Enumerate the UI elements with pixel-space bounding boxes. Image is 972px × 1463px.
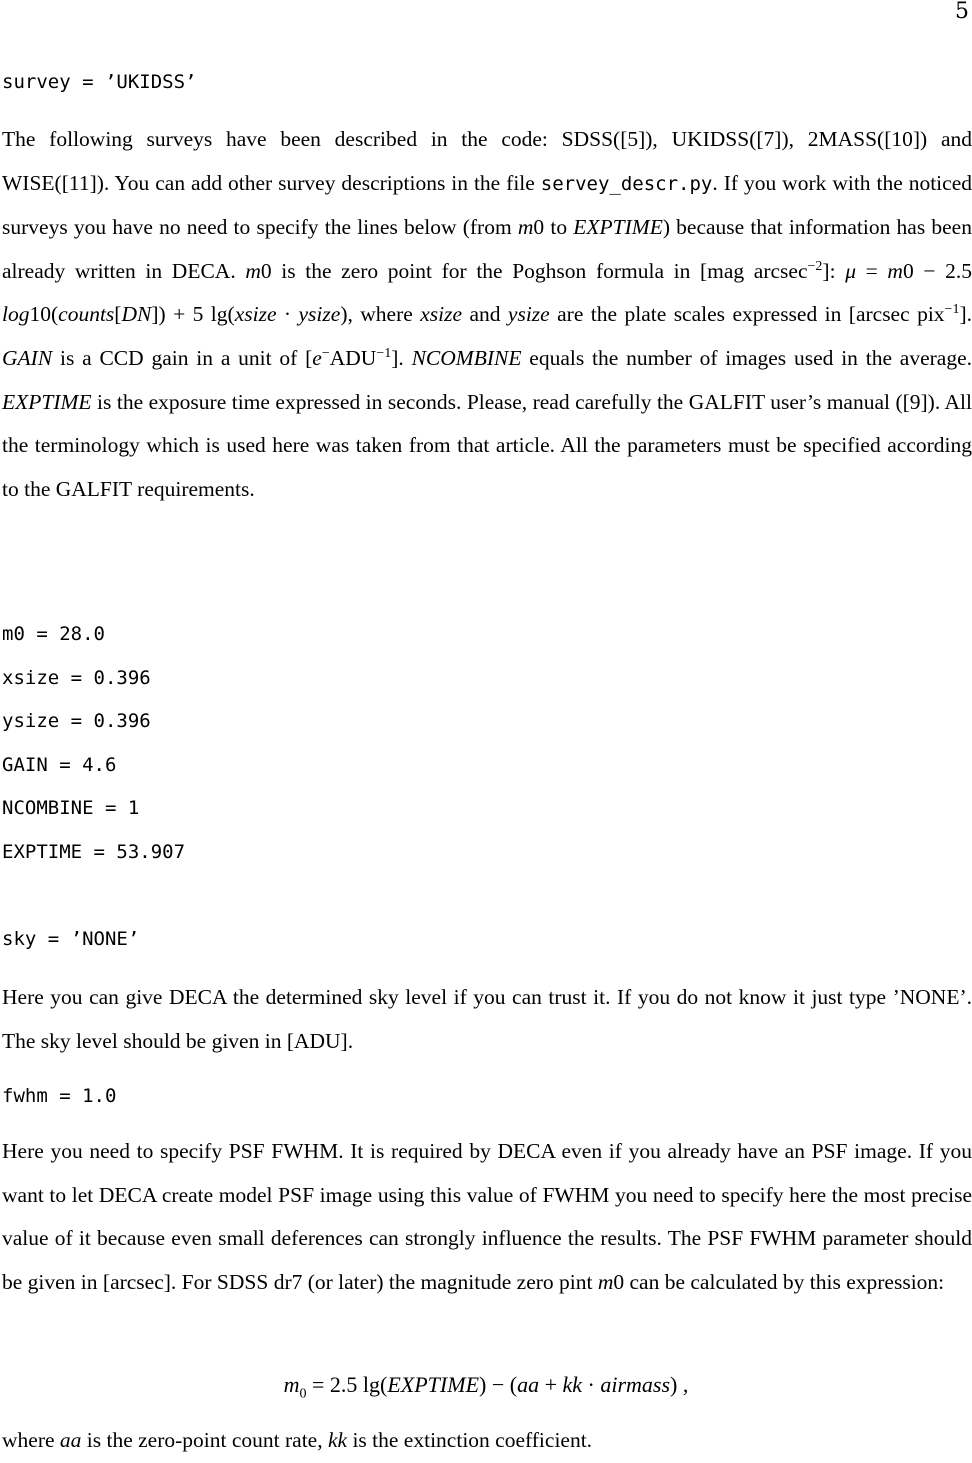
paragraph-sky: Here you can give DECA the determined sky level if you can trust it. If you do not know it just type ’NONE’. The sky level should be given in [ADU]. (2, 985, 972, 1053)
paragraph-fwhm: Here you need to specify PSF FWHM. It is required by DECA even if you already have an PSF image. If you want to let DECA create model PSF image using this value of FWHM you need to specify here the most precise value of it because even small deferences can strongly influence the results. The PSF FWHM parameter should be given in [arcsec]. For SDSS dr7 (or later) the magnitude zero pint m0 can be calculated by this expression: (2, 1139, 972, 1294)
code-survey: survey = ’UKIDSS’ (2, 71, 197, 93)
code-exptime: EXPTIME = 53.907 (2, 841, 186, 863)
filename: servey_descr.py (540, 172, 713, 195)
paragraph-where: where aa is the zero-point count rate, kk is the extinction coefficient. (2, 1428, 593, 1452)
page-number: 5 (955, 0, 969, 24)
code-xsize: xsize = 0.396 (2, 667, 151, 689)
code-gain: GAIN = 4.6 (2, 754, 117, 776)
code-ysize: ysize = 0.396 (2, 710, 151, 732)
code-sky: sky = ’NONE’ (2, 928, 140, 950)
code-m0: m0 = 28.0 (2, 623, 105, 645)
paragraph-surveys: The following surveys have been described in the code: SDSS([5]), UKIDSS([7]), 2MASS([10]) and WISE([11]). You can add other survey descriptions in the file servey_descr.py. If you work with the noticed surveys you have no need to specify the lines below (from m0 to EXPTIME) because that information has been already written in DECA. m0 is the zero point for the Poghson formula in [mag arcsec$^{-2}$]: μ = m0 − 2.5 log10(counts[DN]) + 5 lg(xsize · ysize), where xsize and ysize are the plate scales expressed in [arcsec pix$^{-1}$]. GAIN is a CCD gain in a unit of $[e^-ADU^{-1}]$. NCOMBINE equals the number of images used in the average. EXPTIME is the exposure time expressed in seconds. Please, read carefully the GALFIT user’s manual ([9]). All the terminology which is used here was taken from that article. All the parameters must be specified according to the GALFIT requirements. (2, 127, 972, 501)
code-fwhm: fwhm = 1.0 (2, 1085, 117, 1107)
equation-m0: $m_0 = 2.5$ lg(EXPTIME) − (aa + kk · airmass) , (283, 1372, 689, 1402)
code-ncombine: NCOMBINE = 1 (2, 797, 140, 819)
